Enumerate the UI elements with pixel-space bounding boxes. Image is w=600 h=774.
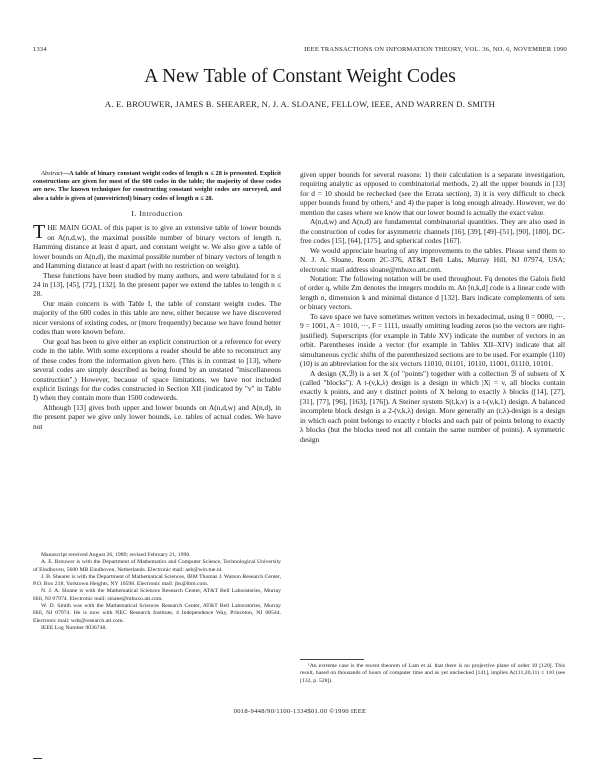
right-paragraph-6: A design (X,ℬ) is a set X (of "points") together with a collection ℬ of subsets of X (called "blocks"). A t-(v,k,λ) design is a design in which |X| = v, all blocks contain exactly k points, and any t distinct points of X belong to exactly λ blocks ([14], [27], [31], [77], [96], [163], [176]). A Steiner system S(t,k,v) is a t-(v,k,1) design. A balanced incomplete block design is a 2-(v,k,λ) design. More generally an (r,λ)-design is a design in which each point belongs to exactly r blocks and each pair of points belong to exactly λ blocks (but the blocks need not all contain the same number of points). A symmetric design — [300, 368, 565, 444]
footnote-log-number: IEEE Log Number 9036748. — [41, 624, 107, 631]
right-paragraph-3: We would appreciate hearing of any improvements to the tables. Please send them to N. J. A. Sloane, Room 2C-376, AT&T Bell Labs, Murray Hill, NJ 07974, USA; electronic mail address sloane@mhuxo.att.com. — [300, 245, 565, 274]
footnote-brouwer: A. E. Brouwer is with the Department of Mathematics and Computer Science, Technological University of Eindhoven, 5600 MB Eindhoven, Netherlands. Electronic mail: aeb@win.tue.nl. — [33, 559, 281, 573]
section-heading: I. Introduction — [131, 208, 183, 218]
intro-paragraph-1: THE MAIN GOAL of this paper is to give an extensive table of lower bounds on A(n,d,w), the maximal possible number of binary vectors of length n, Hamming distance at least d apart, and constant weight w. We also give a table of lower bounds on A(n,d), the maximal possible number of binary vectors of length n and Hamming distance at least d apart (with no restriction on weight). — [33, 221, 281, 271]
page-number: 1334 — [33, 46, 47, 53]
author-line: A. E. BROUWER, JAMES B. SHEARER, N. J. A. SLOANE, FELLOW, IEEE, AND WARREN D. SMITH — [104, 99, 496, 109]
abstract-text: —A table of binary constant weight codes of length n ≤ 28 is presented. Explicit constructions are given for most of the 600 codes in the table; the majority of these codes are new. The known techniques for constructing constant weight codes are surveyed, and also a table is given of (unrestricted) binary codes of length n ≤ 28. — [33, 170, 281, 202]
abstract-label: Abstract — [41, 170, 63, 177]
right-paragraph-4: Notation: The following notation will be used throughout. Fq denotes the Galois field of order q, while Zm denotes the integers modulo m. An [n,k,d] code is a linear code with length n, dimension k and minimal distance d [132]. Bars indicate complements of sets or binary vectors. — [300, 273, 565, 312]
intro-paragraph-2: These functions have been studied by many authors, and were tabulated for n ≤ 24 in [13], [45], [72], [132]. In the present paper we extend the tables to length n ≤ 28. — [33, 270, 281, 299]
footnote-projective-plane: ¹An extreme case is the recent theorem of Lam et al. that there is no projective plane of order 10 [120]. This result, based on thousands of hours of computer time and as yet unchecked [141], implies A(111,20,11) ≤ 110 (see [132, p. 528]). — [300, 663, 565, 684]
right-column — [300, 170, 565, 444]
copyright-line: 0018-9448/90/1100-1334$01.00 ©1990 IEEE — [233, 708, 367, 715]
right-paragraph-2: A(n,d,w) and A(n,d) are fundamental combinatorial quantities. They are also used in the construction of codes for asymmetric channels [16], [39], [49]–[51], [90], [180], DC-free codes [15], [64], [175], and spherical codes [167]. — [300, 217, 565, 246]
left-column — [33, 170, 281, 431]
right-paragraph-5: To save space we have sometimes written vectors in hexadecimal, using 0 = 0000, ···, 9 = 1001, A = 1010, ···, F = 1111, usually omitting leading zeros (so the vectors are right-justified). Superscripts (for example in Table XV) indicate the number of vectors in an orbit. Parentheses inside a vector (for example in Tables XII–XIV) indicate that all simultaneous cyclic shifts of the parenthesized sections are to be used. For example (110)(10) is an abbreviation for the six vectors 11010, 01101, 10110, 11001, 01110, 10101. — [300, 311, 565, 369]
intro-paragraph-3: Our main concern is with Table I, the table of constant weight codes. The majority of the 600 codes in this table are new, either because we have discovered nicer versions of existing codes, or (more frequently) because we have found better codes than were known before. — [33, 298, 281, 337]
footnote-divider — [300, 659, 364, 660]
right-paragraph-1: given upper bounds for several reasons: 1) their calculation is a separate investigation, requiring analytic as opposed to combinatorial methods, 2) all the upper bounds in [13] for d = 10 should be rechecked (see the Errata section), 3) it is very difficult to check upper bounds found by others,¹ and 4) the paper is long enough already. However, we do mention the cases where we know that our lower bound is actually the exact value. — [300, 170, 565, 217]
footnote-shearer: J. B. Shearer is with the Department of Mathematical Sciences, IBM Thomas J. Watson Research Center, P.O. Box 218, Yorktown Heights, NY 10598. Electronic mail: jbs@ibm.com. — [33, 573, 281, 588]
footnote-sloane: N. J. A. Sloane is with the Mathematical Sciences Research Center, AT&T Bell Laboratories, Murray Hill, NJ 07974. Electronic mail: sloane@mhuxo.att.com. — [33, 588, 281, 602]
abstract — [33, 170, 281, 203]
journal-header: IEEE TRANSACTIONS ON INFORMATION THEORY, VOL. 36, NO. 6, NOVEMBER 1990 — [304, 46, 567, 53]
right-footnote — [300, 663, 565, 685]
drop-cap: T — [33, 221, 46, 244]
paper-title: A New Table of Constant Weight Codes — [144, 66, 456, 87]
footnote-manuscript: Manuscript received August 26, 1989; revised February 21, 1990. — [41, 552, 191, 558]
intro-paragraph-4: Our goal has been to give either an explicit construction or a reference for every code in the table. With some exceptions a reader should be able to reconstruct any of these codes from the information given here. (This is in contrast to [13], where several codes are simply described as being found by an unstated "miscellaneous construction".) However, because of space limitations, we have not included explicit listings for the codes constructed in Section XII (indicated by "v" in Table I) when they contain more than 1500 codewords. — [33, 336, 281, 403]
intro-paragraph-5: Although [13] gives both upper and lower bounds on A(n,d,w) and A(n,d), in the present paper we give only lower bounds, i.e. tables of actual codes. We have not — [33, 402, 281, 431]
footnote-smith: W. D. Smith was with the Mathematical Sciences Research Center, AT&T Bell Laboratories, Murray Hill, NJ 07974. He is now with NEC Research Institute, 4 Independence Way, Princeton, NJ 08544. Electronic mail: wds@research.att.com. — [33, 603, 281, 624]
page-mark — [33, 758, 42, 759]
left-footnotes — [33, 552, 281, 632]
